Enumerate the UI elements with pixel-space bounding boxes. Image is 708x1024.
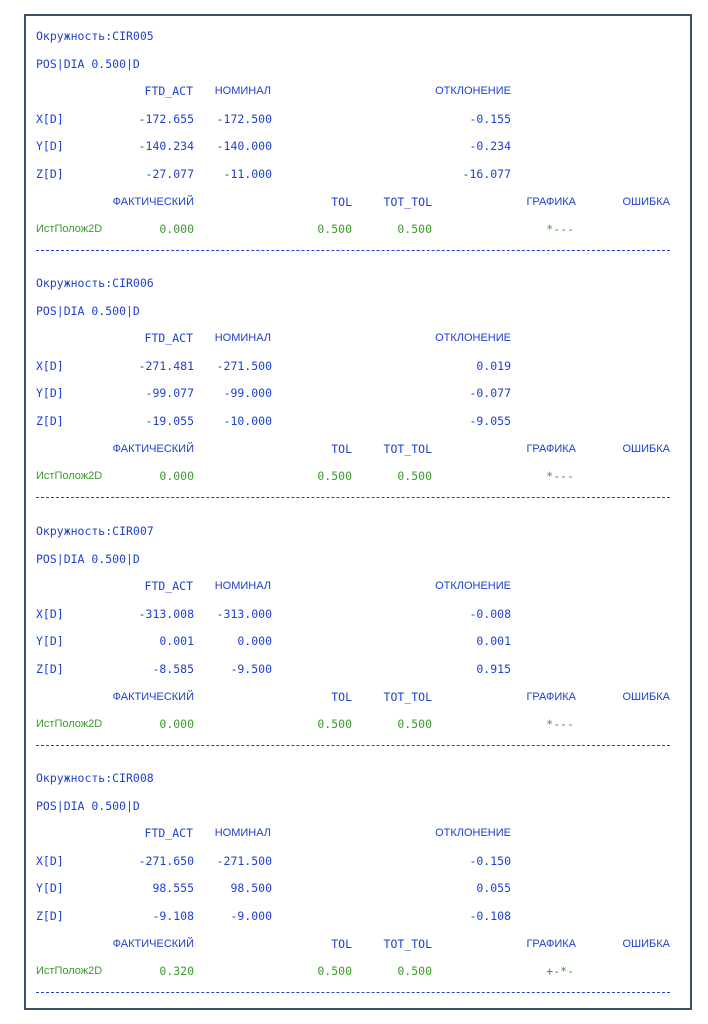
axis-nominal: 0.000 [237,633,272,648]
feature-title-line [26,275,690,291]
result-header-line [26,689,690,705]
header-deviation: ОТКЛОНЕНИЕ [435,579,511,592]
axis-row [26,138,690,154]
axis-row [26,661,690,677]
header-error: ОШИБКА [622,690,670,703]
header-tot-tol: TOT_TOL [383,936,432,951]
header-deviation: ОТКЛОНЕНИЕ [435,332,511,345]
axis-row [26,633,690,649]
axis-label: Z[D] [36,908,64,923]
result-tot-tol: 0.500 [397,222,432,236]
axis-nominal: -271.500 [216,853,272,868]
feature-spec: POS|DIA 0.500|D [36,798,140,813]
header-ftd-act: FTD_ACT [144,578,193,593]
axis-nominal: -271.500 [216,359,272,374]
header-graphics: ГРАФИКА [526,196,576,208]
axis-row [26,111,690,127]
axis-nominal: -313.000 [216,606,272,621]
axis-actual: -140.234 [138,139,194,153]
header-nominal: НОМИНАЛ [214,332,271,345]
header-ftd-act: FTD_ACT [144,331,193,346]
feature-title-line [26,770,690,786]
measurement-report [26,16,690,1008]
feature-block [26,16,690,263]
block-separator [36,992,670,993]
axis-deviation: -0.155 [469,112,511,126]
block-separator [36,250,670,251]
feature-title: Окружность:CIR005 [36,29,154,43]
result-tot-tol: 0.500 [397,716,432,731]
result-tol: 0.500 [317,222,352,236]
axis-deviation: -0.150 [469,853,511,868]
axis-deviation: 0.019 [476,359,511,374]
header-error: ОШИБКА [622,937,670,950]
axis-nominal: -10.000 [223,414,272,429]
result-row [26,221,690,237]
axis-actual: -313.008 [138,606,194,621]
column-header-line [26,825,690,841]
feature-spec-line [26,551,690,567]
header-error: ОШИБКА [622,443,670,456]
axis-nominal: -9.500 [230,661,272,676]
block-separator [36,745,670,746]
axis-row [26,606,690,622]
axis-deviation: -0.008 [469,606,511,621]
feature-spec-line [26,798,690,814]
feature-block [26,758,690,1005]
axis-nominal: -99.000 [223,386,272,401]
axis-deviation: -0.108 [469,908,511,923]
axis-label: X[D] [36,853,64,868]
axis-nominal: -9.000 [230,908,272,923]
feature-title: Окружность:CIR006 [36,276,154,291]
header-tot-tol: TOT_TOL [383,442,432,457]
axis-row [26,413,690,429]
axis-actual: -99.077 [145,386,194,401]
axis-label: Y[D] [36,386,64,401]
header-deviation: ОТКЛОНЕНИЕ [435,826,511,839]
header-nominal: НОМИНАЛ [214,826,271,839]
axis-deviation: 0.055 [476,880,511,895]
header-tol: TOL [331,195,352,209]
axis-nominal: -172.500 [216,112,272,126]
header-graphics: ГРАФИКА [526,937,576,950]
axis-actual: -27.077 [145,167,194,181]
result-label: ИстПолож2D [36,470,103,483]
result-tol: 0.500 [317,716,352,731]
axis-deviation: 0.915 [476,661,511,676]
axis-actual: -9.108 [152,908,194,923]
result-header-line [26,441,690,457]
axis-actual: -172.655 [138,112,194,126]
result-actual: 0.320 [159,963,194,978]
result-label: ИстПолож2D [36,964,103,977]
axis-deviation: -0.077 [469,386,511,401]
result-row [26,716,690,732]
result-row [26,468,690,484]
header-actual: ФАКТИЧЕСКИЙ [112,443,194,456]
result-tol: 0.500 [317,963,352,978]
header-tol: TOL [331,689,352,704]
header-tot-tol: TOT_TOL [383,689,432,704]
header-error: ОШИБКА [622,196,670,208]
axis-actual: 98.555 [152,880,194,895]
axis-actual: -19.055 [145,414,194,429]
axis-deviation: -9.055 [469,414,511,429]
column-header-line [26,330,690,346]
result-tot-tol: 0.500 [397,469,432,484]
feature-block [26,511,690,758]
axis-row [26,853,690,869]
header-actual: ФАКТИЧЕСКИЙ [112,937,194,950]
header-ftd-act: FTD_ACT [144,84,193,98]
result-actual: 0.000 [159,222,194,236]
axis-label: Y[D] [36,633,64,648]
feature-spec: POS|DIA 0.500|D [36,57,140,71]
header-actual: ФАКТИЧЕСКИЙ [112,690,194,703]
header-graphics: ГРАФИКА [526,690,576,703]
feature-title: Окружность:CIR008 [36,770,154,785]
result-graphic: +-*- [546,963,574,978]
report-frame [24,14,692,1010]
result-label: ИстПолож2D [36,717,103,730]
feature-title: Окружность:CIR007 [36,523,154,538]
axis-actual: -271.481 [138,359,194,374]
block-separator [36,497,670,498]
axis-row [26,166,690,182]
axis-label: X[D] [36,606,64,621]
result-graphic: *--- [546,469,574,484]
feature-spec: POS|DIA 0.500|D [36,304,140,319]
result-row [26,963,690,979]
feature-spec-line [26,56,690,72]
axis-label: Z[D] [36,661,64,676]
feature-spec-line [26,303,690,319]
axis-label: Y[D] [36,880,64,895]
axis-row [26,880,690,896]
header-nominal: НОМИНАЛ [214,85,271,97]
header-tol: TOL [331,442,352,457]
header-tot-tol: TOT_TOL [383,195,432,209]
axis-nominal: 98.500 [230,880,272,895]
header-deviation: ОТКЛОНЕНИЕ [435,85,511,97]
axis-label: X[D] [36,359,64,374]
axis-nominal: -11.000 [223,167,272,181]
header-ftd-act: FTD_ACT [144,825,193,840]
axis-actual: 0.001 [159,633,194,648]
axis-nominal: -140.000 [216,139,272,153]
column-header-line [26,578,690,594]
axis-row [26,385,690,401]
header-graphics: ГРАФИКА [526,443,576,456]
result-tot-tol: 0.500 [397,963,432,978]
axis-actual: -271.650 [138,853,194,868]
result-header-line [26,194,690,210]
feature-block [26,263,690,510]
result-tol: 0.500 [317,469,352,484]
axis-deviation: -0.234 [469,139,511,153]
header-actual: ФАКТИЧЕСКИЙ [112,196,194,208]
axis-label: Z[D] [36,167,64,181]
result-header-line [26,936,690,952]
axis-label: X[D] [36,112,64,126]
column-header-line [26,83,690,99]
axis-row [26,908,690,924]
feature-title-line [26,523,690,539]
axis-actual: -8.585 [152,661,194,676]
axis-label: Y[D] [36,139,64,153]
result-actual: 0.000 [159,469,194,484]
feature-title-line [26,28,690,44]
result-graphic: *--- [546,716,574,731]
header-nominal: НОМИНАЛ [214,579,271,592]
result-label: ИстПолож2D [36,223,103,235]
axis-row [26,358,690,374]
result-graphic: *--- [546,222,574,236]
axis-deviation: -16.077 [462,167,511,181]
axis-deviation: 0.001 [476,633,511,648]
header-tol: TOL [331,936,352,951]
feature-spec: POS|DIA 0.500|D [36,551,140,566]
axis-label: Z[D] [36,414,64,429]
result-actual: 0.000 [159,716,194,731]
